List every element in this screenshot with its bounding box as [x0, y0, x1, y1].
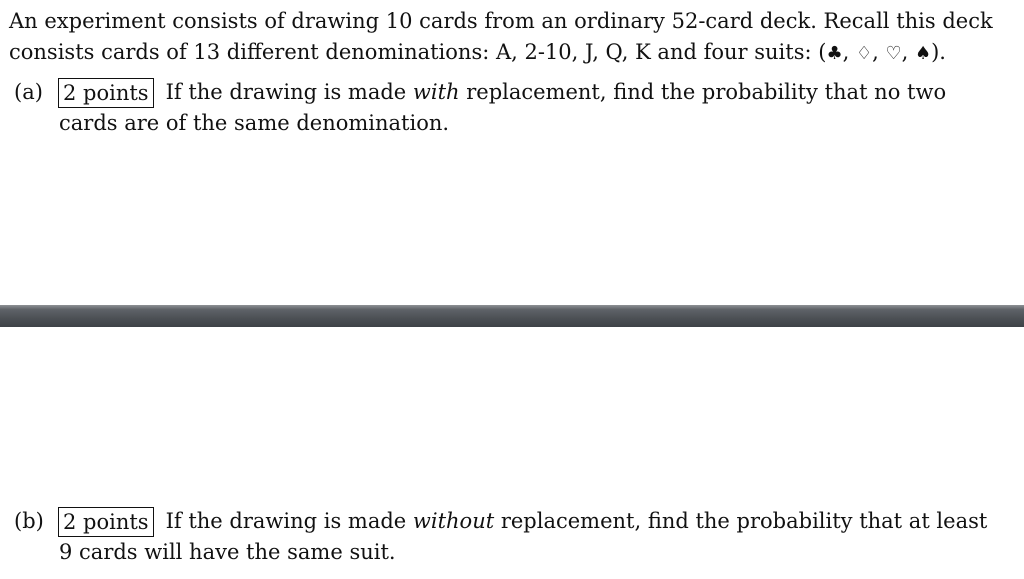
heart-suit-icon: ♡	[885, 43, 902, 64]
club-suit-icon: ♣	[826, 43, 843, 64]
problem-intro	[9, 6, 994, 69]
part-a	[0, 77, 1000, 139]
intro-line-2: consists cards of 13 different denominations: A, 2-10, J, Q, K and four suits: (♣, ♢, ♡, ♠).	[9, 40, 946, 64]
part-b	[0, 506, 1000, 568]
part-a-label: (a)	[14, 80, 43, 104]
part-b-points-badge: 2 points	[58, 507, 154, 537]
part-a-emphasis: with	[412, 80, 460, 104]
part-a-question: If the drawing is made with replacement, find the probability that no two	[165, 80, 947, 104]
intro-line-1: An experiment consists of drawing 10 cards from an ordinary 52-card deck. Recall this deck	[9, 9, 993, 33]
intro-line-2-prefix: consists cards of 13 different denominations: A, 2-10, J, Q, K and four suits: (	[9, 40, 827, 64]
part-b-continuation: 9 cards will have the same suit.	[59, 540, 396, 564]
spade-suit-icon: ♠	[914, 43, 932, 64]
part-b-question: If the drawing is made without replacement, find the probability that at least	[165, 509, 988, 533]
part-a-points-badge: 2 points	[58, 78, 154, 108]
diamond-suit-icon: ♢	[855, 43, 873, 64]
part-a-continuation: cards are of the same denomination.	[59, 111, 450, 135]
window-divider-bar	[0, 305, 1024, 327]
intro-line-2-suffix: ).	[931, 40, 946, 64]
part-b-label: (b)	[14, 509, 44, 533]
part-b-emphasis: without	[412, 509, 495, 533]
